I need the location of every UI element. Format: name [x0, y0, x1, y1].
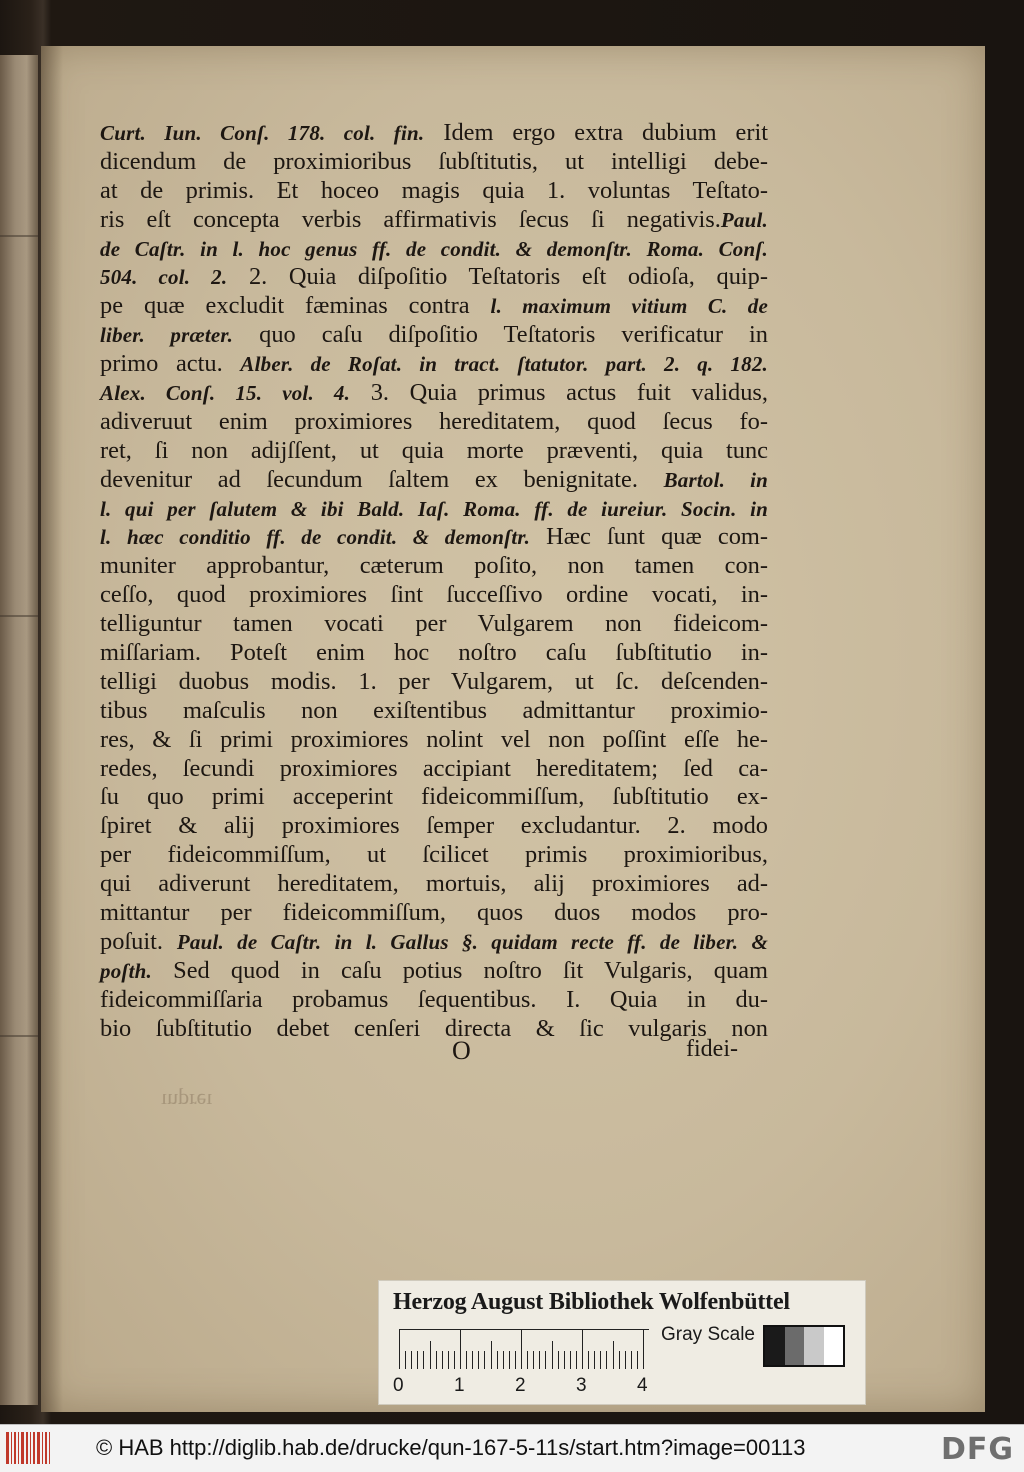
- citation-text: Paul.: [720, 207, 768, 232]
- gray-swatch: [824, 1327, 844, 1365]
- viewer-footer: [0, 1424, 1024, 1472]
- body-text: fideicommiſſaria probamus ſequentibus. I. Quia in du-: [100, 985, 768, 1013]
- citation-text: l. hæc conditio ff. de condit. & demonſtr.: [100, 525, 531, 550]
- body-text: res, & ſi primi proximiores nolint vel non poſſint eſſe he-: [100, 725, 768, 753]
- body-text: redes, ſecundi proximiores accipiant hereditatem; ſed ca-: [100, 754, 768, 782]
- text-line: [100, 755, 768, 784]
- barcode-icon: [6, 1432, 50, 1464]
- citation-text: l. qui per ſalutem & ibi Bald. Iaſ. Roma. ff. de iureiur. Socin. in: [100, 496, 768, 521]
- body-text: bio ſubſtitutio debet cenſeri directa & ſic vulgaris non: [100, 1014, 768, 1042]
- body-text: dicendum de proximioribus ſubſtitutis, ut intelligi debe-: [100, 147, 768, 175]
- signature-mark: O: [452, 1036, 471, 1065]
- body-text: miſſariam. Poteſt enim hoc noſtro caſu ſubſtitutio in-: [100, 639, 768, 667]
- text-line: [100, 321, 768, 350]
- body-text: adiveruut enim proximiores hereditatem, quod ſecus fo-: [100, 407, 768, 435]
- page-gutter-shadow: [41, 46, 63, 1412]
- target-title: Herzog August Bibliothek Wolfenbüttel: [393, 1289, 790, 1315]
- body-text: Idem ergo extra dubium erit: [424, 119, 769, 146]
- body-text: Sed quod in caſu potius noſtro ſit Vulgaris, quam: [151, 956, 768, 984]
- body-text: at de primis. Et hoceo magis quia 1. voluntas Teſtato-: [100, 176, 768, 204]
- body-text: ſpiret & alij proximiores ſemper excludantur. 2. modo: [100, 812, 768, 840]
- body-text: ret, ſi non adijſſent, ut quia morte præventi, quia tunc: [100, 436, 768, 464]
- color-calibration-target: [378, 1280, 866, 1405]
- body-text: devenitur ad ſecundum ſaltem ex benignitate.: [100, 465, 664, 493]
- text-line: [100, 639, 768, 668]
- gray-scale-label: Gray Scale: [661, 1324, 755, 1345]
- body-text: quo caſu diſpoſitio Teſtatoris verificatur in: [233, 321, 769, 349]
- gray-swatch: [804, 1327, 824, 1365]
- body-text: muniter approbantur, cæterum poſito, non tamen con-: [100, 552, 768, 580]
- scale-number: 0: [393, 1375, 404, 1396]
- gray-swatch: [785, 1327, 805, 1365]
- body-text: ris eſt concepta verbis affirmativis ſecus ſi negativis.: [100, 205, 721, 233]
- citation-text: Paul. de Caſtr. in l. Gallus §. quidam recte ff. de liber. &: [176, 929, 768, 954]
- scale-number: 3: [576, 1375, 587, 1396]
- body-text: primo actu.: [100, 350, 241, 378]
- body-text: poſuit.: [100, 927, 177, 955]
- text-line: [100, 235, 768, 264]
- text-line: [100, 986, 768, 1015]
- text-line: [100, 957, 768, 986]
- text-line: [100, 177, 768, 206]
- text-line: [100, 466, 768, 495]
- body-text: 2. Quia diſpoſitio Teſtatoris eſt odioſa, quip-: [227, 263, 769, 291]
- text-line: [100, 783, 768, 812]
- bleed-through-text: ıəɹduı: [161, 1084, 213, 1109]
- body-text: ſu quo primi acceperint fideicommiſſum, ſubſtitutio ex-: [100, 783, 768, 811]
- text-line: [100, 928, 768, 957]
- scale-number: 1: [454, 1375, 465, 1396]
- citation-text: 504. col. 2.: [100, 265, 228, 290]
- citation-text: Alber. de Roſat. in tract. ſtatutor. part. 2. q. 182.: [240, 352, 768, 377]
- dfg-logo: DFG: [940, 1432, 1014, 1467]
- body-text: ceſſo, quod proximiores ſint ſucceſſivo ordine vocati, in-: [100, 581, 768, 609]
- body-text: per fideicommiſſum, ut ſcilicet primis proximioribus,: [100, 841, 768, 869]
- copyright-link[interactable]: © HAB http://diglib.hab.de/drucke/qun-167-5-11s/start.htm?image=00113: [96, 1435, 806, 1460]
- body-text: 3. Quia primus actus fuit validus,: [350, 379, 768, 407]
- text-line: [100, 495, 768, 524]
- gray-scale-swatches: [763, 1325, 845, 1367]
- scale-number: 4: [637, 1375, 648, 1396]
- scale-number: 2: [515, 1375, 526, 1396]
- text-line: [100, 610, 768, 639]
- scale-ruler: [399, 1329, 649, 1369]
- text-line: [100, 697, 768, 726]
- text-line: [100, 812, 768, 841]
- text-line: [100, 437, 768, 466]
- body-text: tibus maſculis non exiſtentibus admittantur proximio-: [100, 696, 768, 724]
- text-line: [100, 581, 768, 610]
- body-text: mittantur per fideicommiſſum, quos duos modos pro-: [100, 899, 768, 927]
- citation-text: Alex. Conſ. 15. vol. 4.: [100, 381, 351, 406]
- text-line: [100, 292, 768, 321]
- text-line: [100, 263, 768, 292]
- text-line: [100, 148, 768, 177]
- citation-text: Bartol. in: [663, 467, 768, 492]
- body-text: pe quæ excludit fæminas contra: [100, 292, 491, 320]
- text-line: [100, 379, 768, 408]
- text-line: [100, 552, 768, 581]
- body-text: telliguntur tamen vocati per Vulgarem non fideicom-: [100, 610, 768, 638]
- text-line: [100, 668, 768, 697]
- body-text: Hæc ſunt quæ com-: [530, 523, 768, 551]
- previous-page-edge: [0, 55, 38, 1405]
- citation-text: poſth.: [100, 958, 152, 983]
- citation-text: l. maximum vitium C. de: [490, 294, 769, 319]
- text-line: [100, 523, 768, 552]
- page-text-block: [100, 119, 768, 1044]
- citation-text: Curt. Iun. Conſ. 178. col. fin.: [100, 121, 425, 145]
- body-text: telligi duobus modis. 1. per Vulgarem, ut ſc. deſcenden-: [100, 667, 768, 695]
- text-line: [100, 870, 768, 899]
- text-line: [100, 408, 768, 437]
- text-line: [100, 1015, 768, 1044]
- body-text: qui adiverunt hereditatem, mortuis, alij proximiores ad-: [100, 870, 768, 898]
- gray-swatch: [765, 1327, 785, 1365]
- text-line: [100, 206, 768, 235]
- text-line: [100, 841, 768, 870]
- text-line: [100, 899, 768, 928]
- text-line: [100, 726, 768, 755]
- catchword: fidei-: [686, 1036, 738, 1062]
- citation-text: de Caſtr. in l. hoc genus ff. de condit. & demonſtr. Roma. Conſ.: [100, 236, 768, 261]
- text-line: [100, 350, 768, 379]
- text-line: [100, 119, 768, 148]
- citation-text: liber. præter.: [100, 323, 234, 348]
